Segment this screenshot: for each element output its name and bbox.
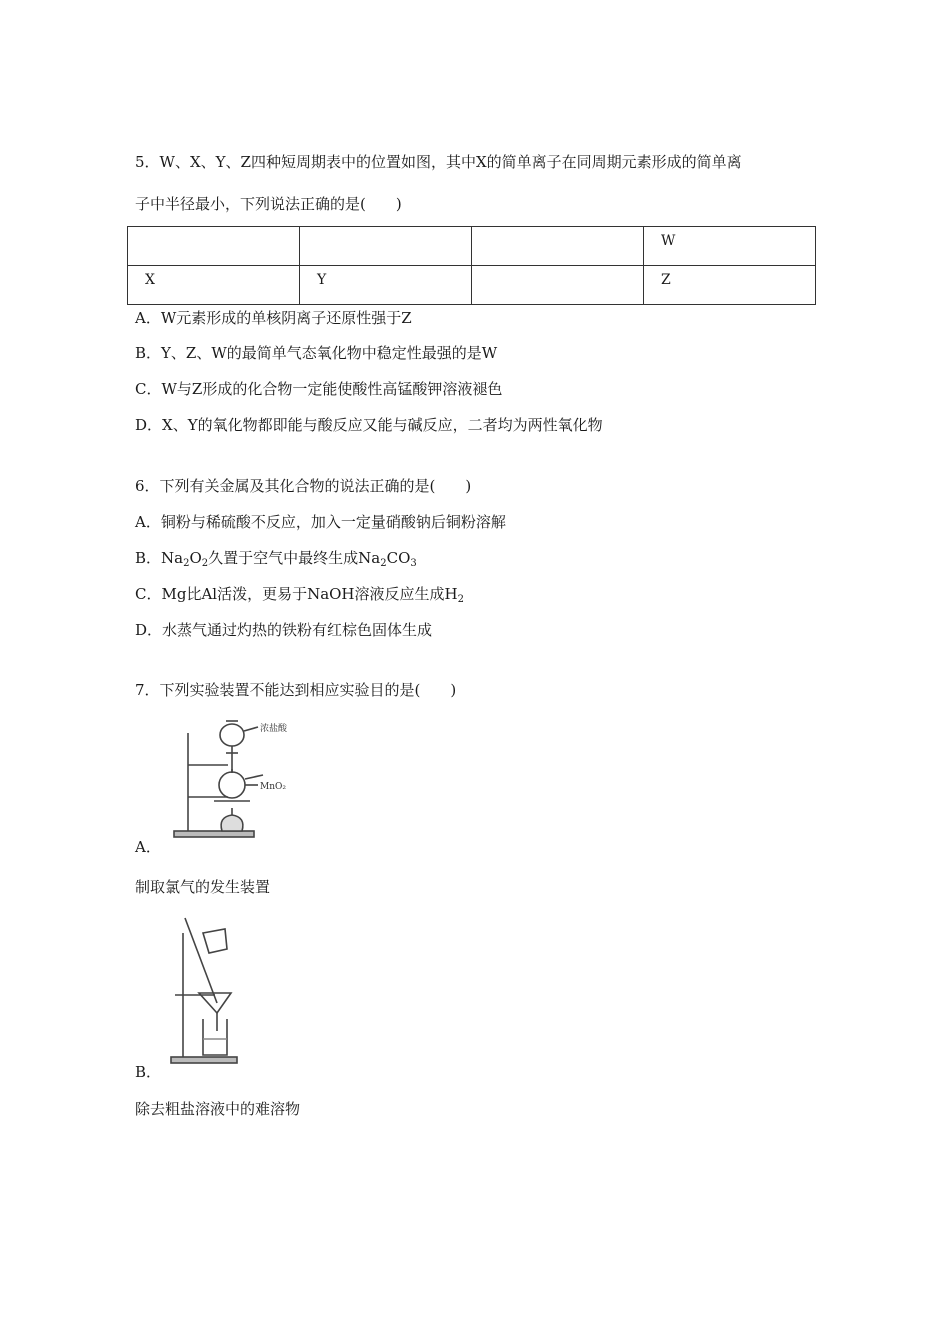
q5-option-b: B．Y、Z、W的最简单气态氧化物中稳定性最强的是W (135, 344, 498, 362)
chlorine-generator-apparatus-figure (168, 713, 298, 843)
table-row (128, 266, 816, 305)
table-cell: Z (644, 266, 816, 305)
table-cell (472, 266, 644, 305)
table-cell: X (128, 266, 300, 305)
filtration-apparatus-figure (165, 913, 245, 1068)
flask-reagent-label: MnO₂ (260, 782, 286, 792)
table-cell: Y (300, 266, 472, 305)
q7-stem: 7．下列实验装置不能达到相应实验目的是( ) (135, 681, 457, 699)
q5-option-c: C．W与Z形成的化合物一定能使酸性高锰酸钾溶液褪色 (135, 380, 503, 398)
q5-stem-line1: 5．W、X、Y、Z四种短周期表中的位置如图，其中X的简单离子在同周期元素形成的简单离 (135, 153, 742, 171)
table-cell (300, 227, 472, 266)
q6-option-b: B．$Na_2O_2$久置于空气中最终生成$Na_2CO_3$ (135, 549, 417, 569)
table-cell: W (644, 227, 816, 266)
table-row (128, 227, 816, 266)
funnel-reagent-label: 浓盐酸 (260, 724, 288, 734)
q6-option-d: D．水蒸气通过灼热的铁粉有红棕色固体生成 (135, 621, 433, 639)
q7-option-b-label: B． (135, 1063, 162, 1081)
q5-option-d: D．X、Y的氧化物都即能与酸反应又能与碱反应，二者均为两性氧化物 (135, 416, 603, 434)
q6-stem: 6．下列有关金属及其化合物的说法正确的是( ) (135, 477, 472, 495)
periodic-table-fragment (127, 226, 816, 305)
q6-option-a: A．铜粉与稀硫酸不反应，加入一定量硝酸钠后铜粉溶解 (135, 513, 506, 531)
table-cell (128, 227, 300, 266)
q7-option-a-label: A． (135, 838, 161, 856)
q5-stem-line2: 子中半径最小，下列说法正确的是( ) (135, 195, 402, 213)
q7-option-a-description: 制取氯气的发生装置 (135, 878, 271, 896)
table-cell (472, 227, 644, 266)
q5-option-a: A．W元素形成的单核阴离子还原性强于Z (135, 309, 412, 327)
q7-option-b-description: 除去粗盐溶液中的难溶物 (135, 1100, 301, 1118)
q6-option-c: C．Mg比Al活泼，更易于NaOH溶液反应生成$H_2$ (135, 585, 464, 605)
